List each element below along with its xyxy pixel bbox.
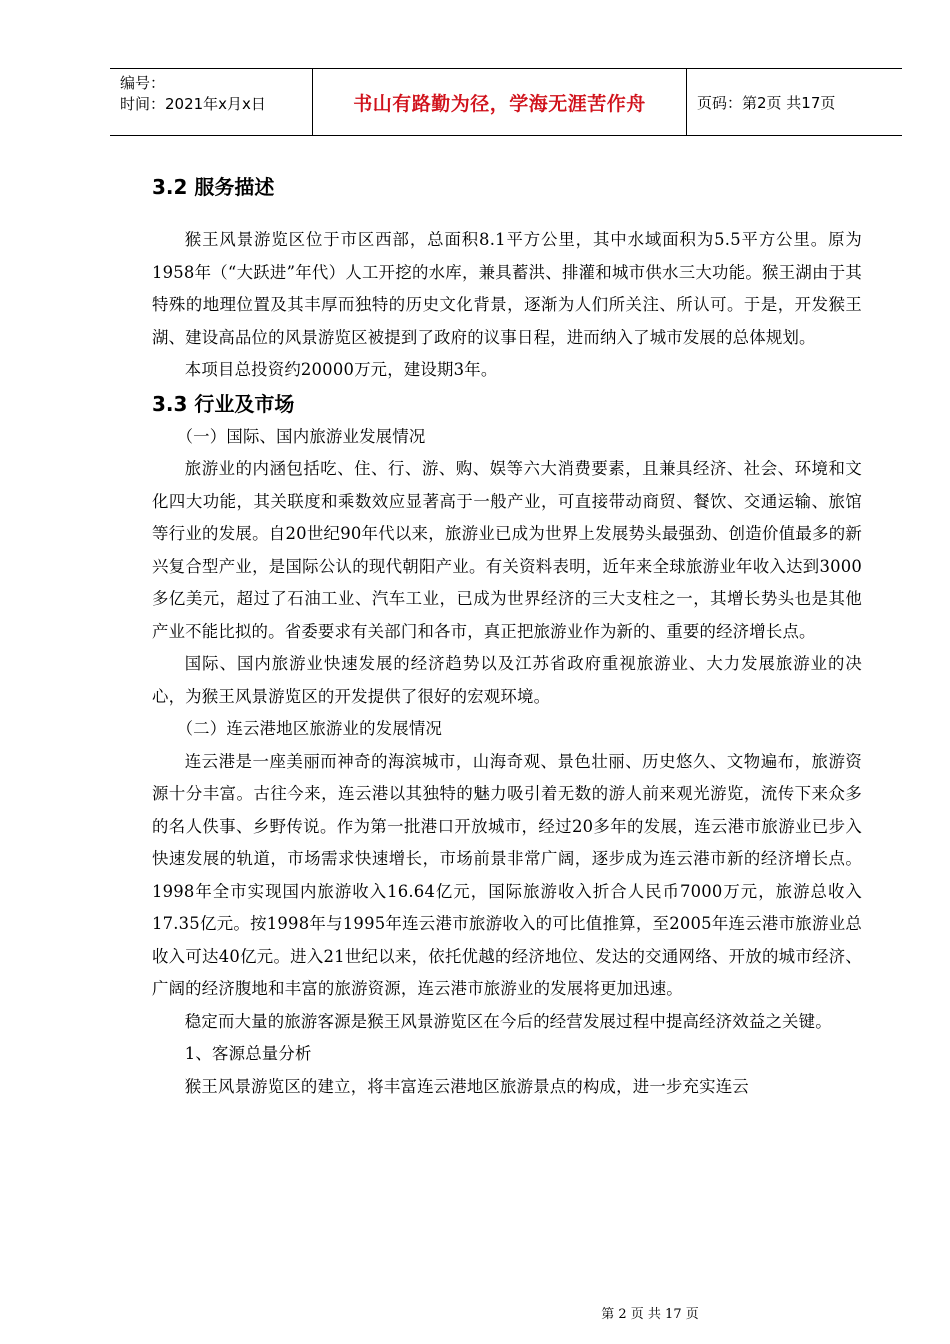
paragraph: 猴王风景游览区位于市区西部，总面积8.1平方公里，其中水域面积为5.5平方公里。原为1958年（“大跃进”年代）人工开挖的水库，兼具蓄洪、排灌和城市供水三大功能。猴王湖由于其特殊的地理位置及其丰厚而独特的历史文化背景，逐渐为人们所关注、所认可。于是，开发猴王湖、建设高品位的风景游览区被提到了政府的议事日程，进而纳入了城市发展的总体规划。 bbox=[152, 230, 862, 347]
paragraph: 猴王风景游览区的建立，将丰富连云港地区旅游景点的构成，进一步充实连云 bbox=[184, 1076, 749, 1096]
footer-page-number: 第 2 页 共 17 页 bbox=[601, 1307, 699, 1322]
document-number-label: 编号： bbox=[120, 74, 166, 92]
paragraph: 国际、国内旅游业快速发展的经济趋势以及江苏省政府重视旅游业、大力发展旅游业的决心，为猴王风景游览区的开发提供了很好的宏观环境。 bbox=[152, 654, 862, 706]
header-motto: 书山有路勤为径，学海无涯苦作舟 bbox=[353, 92, 646, 115]
header-meta bbox=[110, 69, 312, 135]
subsection-heading: （二）连云港地区旅游业的发展情况 bbox=[176, 719, 443, 738]
header-motto-cell bbox=[312, 69, 687, 135]
page-header bbox=[110, 68, 902, 136]
section-heading-3-2: 3.2 服务描述 bbox=[152, 175, 275, 199]
paragraph: 稳定而大量的旅游客源是猴王风景游览区在今后的经营发展过程中提高经济效益之关键。 bbox=[184, 1011, 832, 1031]
header-page-number: 页码：第2页 共17页 bbox=[697, 93, 836, 112]
document-time-label: 时间：2021年x月x日 bbox=[120, 95, 266, 113]
header-page-cell bbox=[687, 69, 902, 135]
section-heading-3-3: 3.3 行业及市场 bbox=[152, 391, 295, 416]
page-footer bbox=[0, 1303, 950, 1322]
paragraph: 本项目总投资约20000万元，建设期3年。 bbox=[184, 360, 498, 379]
document-body bbox=[152, 170, 862, 1103]
paragraph: 旅游业的内涵包括吃、住、行、游、购、娱等六大消费要素，且兼具经济、社会、环境和文化四大功能，其关联度和乘数效应显著高于一般产业，可直接带动商贸、餐饮、交通运输、旅馆等行业的发展。自20世纪90年代以来，旅游业已成为世界上发展势头最强劲、创造价值最多的新兴复合型产业，是国际公认的现代朝阳产业。有关资料表明，近年来全球旅游业年收入达到3000多亿美元，超过了石油工业、汽车工业，已成为世界经济的三大支柱之一，其增长势头也是其他产业不能比拟的。省委要求有关部门和各市，真正把旅游业作为新的、重要的经济增长点。 bbox=[152, 459, 862, 641]
list-heading: 1、客源总量分析 bbox=[184, 1044, 312, 1063]
subsection-heading: （一）国际、国内旅游业发展情况 bbox=[176, 426, 426, 446]
paragraph: 连云港是一座美丽而神奇的海滨城市，山海奇观、景色壮丽、历史悠久、文物遍布，旅游资源十分丰富。古往今来，连云港以其独特的魅力吸引着无数的游人前来观光游览，流传下来众多的名人佚事、乡野传说。作为第一批港口开放城市，经过20多年的发展，连云港市旅游业已步入快速发展的轨道，市场需求快速增长，市场前景非常广阔，逐步成为连云港市新的经济增长点。1998年全市实现国内旅游收入16.64亿元，国际旅游收入折合人民币7000万元，旅游总收入17.35亿元。按1998年与1995年连云港市旅游收入的可比值推算，至2005年连云港市旅游业总收入可达40亿元。进入21世纪以来，依托优越的经济地位、发达的交通网络、开放的城市经济、广阔的经济腹地和丰富的旅游资源，连云港市旅游业的发展将更加迅速。 bbox=[152, 751, 862, 998]
